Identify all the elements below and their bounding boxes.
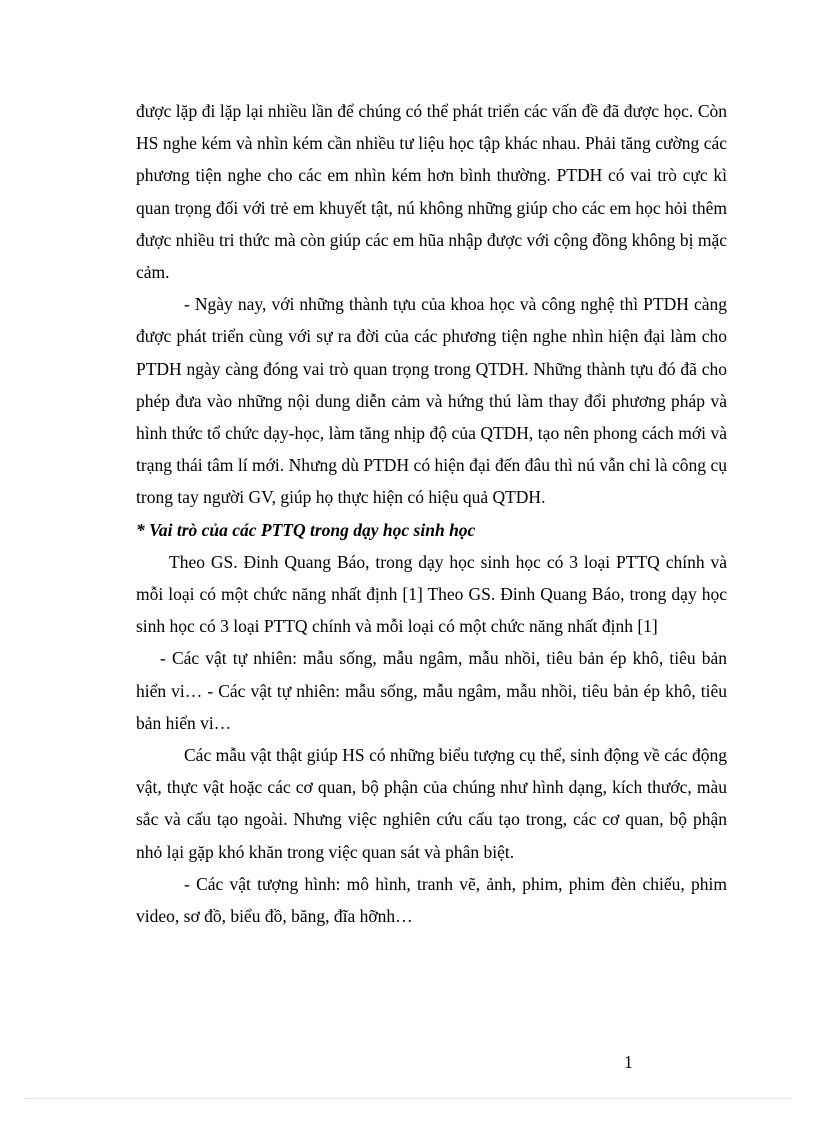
section-heading: * Vai trò của các PTTQ trong dạy học sinh học [136,519,476,540]
document-body [136,95,727,932]
paragraph-representational-objects: - Các vật tượng hình: mô hình, tranh vẽ, ảnh, phim, phim đèn chiếu, phim video, sơ đồ, biểu đồ, băng, đĩa hỡnh… [136,873,727,927]
paragraph-pttq-types: Theo GS. Đinh Quang Báo, trong dạy học sinh học có 3 loại PTTQ chính và mỗi loại có một chức năng nhất định [1] Theo GS. Đinh Quang Báo, trong dạy học sinh học có 3 loại PTTQ chính và mỗi loại có một chức năng nhất định [1] [136,551,727,637]
paragraph-continuation: được lặp đi lặp lại nhiều lần để chúng có thể phát triển các vấn đề đã được học. Còn HS nghe kém và nhìn kém cần nhiều tư liệu học tập khác nhau. Phải tăng cường các phương tiện nghe cho các em nhìn kém hơn bình thường. PTDH có vai trò cực kì quan trọng đối với trẻ em khuyết tật, nú không những giúp cho các em học hỏi thêm được nhiều tri thức mà còn giúp các em hũa nhập được với cộng đồng không bị mặc cảm. [136,101,727,283]
page-number: 1 [624,1052,633,1072]
paragraph-real-specimens: Các mẫu vật thật giúp HS có những biểu tượng cụ thể, sinh động về các động vật, thực vật hoặc các cơ quan, bộ phận của chúng như hình dạng, kích thước, màu sắc và cấu tạo ngoài. Nhưng việc nghiên cứu cấu tạo trong, các cơ quan, bộ phận nhỏ lại gặp khó khăn trong việc quan sát và phân biệt. [136,745,727,862]
paragraph-modern-ptdh: - Ngày nay, với những thành tựu của khoa học và công nghệ thì PTDH càng được phát triển cùng với sự ra đời của các phương tiện nghe nhìn hiện đại làm cho PTDH ngày càng đóng vai trò quan trọng trong QTDH. Những thành tựu đó đã cho phép đưa vào những nội dung diễn cảm và hứng thú làm thay đổi phương pháp và hình thức tổ chức dạy-học, làm tăng nhịp độ của QTDH, tạo nên phong cách mới và trạng thái tâm lí mới. Nhưng dù PTDH có hiện đại đến đâu thì nú vẫn chỉ là công cụ trong tay người GV, giúp họ thực hiện có hiệu quả QTDH. [136,294,727,508]
page-bottom-divider [24,1098,792,1099]
paragraph-natural-objects: - Các vật tự nhiên: mẫu sống, mẫu ngâm, mẫu nhồi, tiêu bản ép khô, tiêu bản hiển vi… - Các vật tự nhiên: mẫu sống, mẫu ngâm, mẫu nhồi, tiêu bản ép khô, tiêu bản hiển vi… [136,648,727,733]
